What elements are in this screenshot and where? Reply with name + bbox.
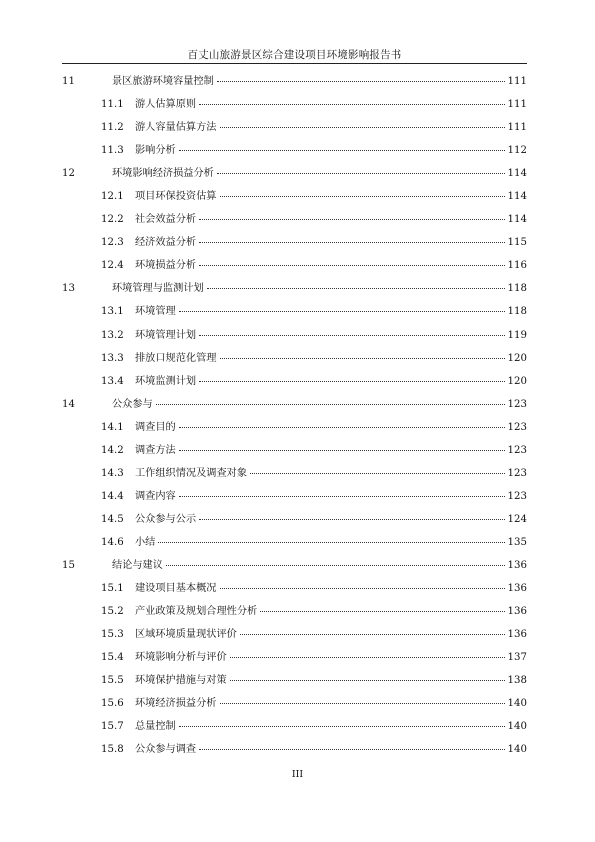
dot-leader xyxy=(217,173,505,174)
toc-section-entry[interactable] xyxy=(62,254,527,277)
toc-entry-number: 15.6 xyxy=(101,698,124,710)
toc-entry-title: 公众参与 xyxy=(112,398,153,410)
toc-section-entry[interactable] xyxy=(62,715,527,738)
toc-entry-page: 111 xyxy=(507,99,527,111)
toc-entry-number: 14.6 xyxy=(101,536,124,548)
toc-chapter-entry[interactable] xyxy=(62,277,527,300)
toc-section-entry[interactable] xyxy=(62,738,527,761)
toc-entry-title: 结论与建议 xyxy=(112,559,163,571)
dot-leader xyxy=(199,104,504,105)
toc-entry-page: 136 xyxy=(507,583,527,595)
toc-entry-title: 区域环境质量现状评价 xyxy=(135,629,237,641)
toc-entry-title: 产业政策及规划合理性分析 xyxy=(135,606,258,618)
toc-entry-number: 11 xyxy=(62,76,75,87)
toc-entry-number: 13.3 xyxy=(101,352,124,364)
toc-entry-number: 14.3 xyxy=(101,467,124,479)
toc-section-entry[interactable] xyxy=(62,208,527,231)
toc-section-entry[interactable] xyxy=(62,531,527,554)
toc-section-entry[interactable] xyxy=(62,669,527,692)
toc-section-entry[interactable] xyxy=(62,139,527,162)
toc-entry-number: 12.2 xyxy=(101,214,124,226)
toc-entry-page: 140 xyxy=(507,698,527,710)
running-header: 百丈山旅游景区综合建设项目环境影响报告书 xyxy=(187,49,402,61)
toc-section-entry[interactable] xyxy=(62,646,527,669)
toc-entry-page: 123 xyxy=(507,490,527,502)
header-divider xyxy=(62,63,527,64)
dot-leader xyxy=(240,634,505,635)
toc-entry-page: 119 xyxy=(507,329,527,341)
toc-entry-page: 120 xyxy=(507,352,527,364)
toc-entry-number: 14 xyxy=(62,398,75,410)
toc-entry-title: 游人估算原则 xyxy=(135,99,197,111)
toc-entry-title: 项目环保投资估算 xyxy=(135,191,217,203)
toc-entry-title: 景区旅游环境容量控制 xyxy=(112,76,214,87)
toc-chapter-entry[interactable] xyxy=(62,70,527,93)
toc-entry-page: 111 xyxy=(507,76,527,87)
toc-entry-number: 15.5 xyxy=(101,675,124,687)
dot-leader xyxy=(199,519,504,520)
toc-entry-page: 136 xyxy=(507,629,527,641)
toc-entry-number: 15.1 xyxy=(101,583,124,595)
toc-entry-page: 123 xyxy=(507,421,527,433)
dot-leader xyxy=(199,749,504,750)
toc-entry-number: 14.5 xyxy=(101,513,124,525)
toc-entry-page: 123 xyxy=(507,467,527,479)
toc-entry-title: 环境经济损益分析 xyxy=(135,698,217,710)
toc-entry-number: 15 xyxy=(62,559,75,571)
toc-entry-title: 环境影响分析与评价 xyxy=(135,652,227,664)
toc-entry-number: 15.4 xyxy=(101,652,124,664)
table-of-contents xyxy=(62,70,527,761)
dot-leader xyxy=(220,127,505,128)
dot-leader xyxy=(220,196,505,197)
toc-entry-title: 工作组织情况及调查对象 xyxy=(135,467,248,479)
toc-entry-number: 12.1 xyxy=(101,191,124,203)
toc-entry-page: 111 xyxy=(507,122,527,134)
toc-chapter-entry[interactable] xyxy=(62,162,527,185)
toc-entry-title: 游人容量估算方法 xyxy=(135,122,217,134)
toc-entry-title: 社会效益分析 xyxy=(135,214,197,226)
toc-section-entry[interactable] xyxy=(62,300,527,323)
toc-entry-page: 114 xyxy=(507,168,527,180)
toc-entry-page: 114 xyxy=(507,191,527,203)
toc-entry-page: 135 xyxy=(507,536,527,548)
dot-leader xyxy=(217,81,505,82)
toc-entry-number: 15.2 xyxy=(101,606,124,618)
dot-leader xyxy=(199,335,504,336)
toc-entry-title: 影响分析 xyxy=(135,145,176,157)
toc-entry-title: 环境管理计划 xyxy=(135,329,197,341)
toc-entry-title: 调查方法 xyxy=(135,444,176,456)
dot-leader xyxy=(230,657,505,658)
toc-entry-title: 小结 xyxy=(135,536,156,548)
dot-leader xyxy=(207,288,505,289)
toc-entry-page: 140 xyxy=(507,721,527,733)
toc-entry-number: 15.3 xyxy=(101,629,124,641)
toc-entry-title: 环境保护措施与对策 xyxy=(135,675,227,687)
toc-entry-page: 124 xyxy=(507,513,527,525)
dot-leader xyxy=(166,565,505,566)
toc-entry-number: 13.2 xyxy=(101,329,124,341)
toc-section-entry[interactable] xyxy=(62,577,527,600)
toc-section-entry[interactable] xyxy=(62,508,527,531)
dot-leader xyxy=(199,381,504,382)
toc-entry-number: 14.4 xyxy=(101,490,124,502)
toc-entry-title: 环境管理 xyxy=(135,306,176,318)
dot-leader xyxy=(220,358,505,359)
toc-entry-number: 15.7 xyxy=(101,721,124,733)
toc-chapter-entry[interactable] xyxy=(62,393,527,416)
dot-leader xyxy=(179,726,505,727)
toc-entry-title: 环境损益分析 xyxy=(135,260,197,272)
toc-entry-page: 118 xyxy=(507,306,527,318)
toc-entry-page: 136 xyxy=(507,559,527,571)
toc-section-entry[interactable] xyxy=(62,462,527,485)
dot-leader xyxy=(156,404,505,405)
toc-entry-number: 14.2 xyxy=(101,444,124,456)
dot-leader xyxy=(230,680,505,681)
toc-entry-number: 13 xyxy=(62,283,75,295)
dot-leader xyxy=(179,311,505,312)
toc-entry-page: 112 xyxy=(507,145,527,157)
toc-entry-page: 137 xyxy=(507,652,527,664)
dot-leader xyxy=(158,542,504,543)
page-number: III xyxy=(291,769,304,780)
toc-entry-title: 总量控制 xyxy=(135,721,176,733)
toc-entry-page: 140 xyxy=(507,744,527,756)
toc-entry-number: 12 xyxy=(62,168,75,180)
toc-section-entry[interactable] xyxy=(62,324,527,347)
dot-leader xyxy=(179,450,505,451)
toc-entry-page: 120 xyxy=(507,375,527,387)
toc-section-entry[interactable] xyxy=(62,347,527,370)
toc-entry-number: 11.2 xyxy=(101,122,124,134)
toc-section-entry[interactable] xyxy=(62,623,527,646)
dot-leader xyxy=(199,265,504,266)
dot-leader xyxy=(199,219,504,220)
toc-entry-title: 调查内容 xyxy=(135,490,176,502)
toc-section-entry[interactable] xyxy=(62,416,527,439)
toc-section-entry[interactable] xyxy=(62,116,527,139)
toc-entry-title: 经济效益分析 xyxy=(135,237,197,249)
toc-section-entry[interactable] xyxy=(62,439,527,462)
toc-section-entry[interactable] xyxy=(62,370,527,393)
toc-entry-page: 136 xyxy=(507,606,527,618)
toc-section-entry[interactable] xyxy=(62,185,527,208)
toc-entry-title: 环境影响经济损益分析 xyxy=(112,168,214,180)
toc-entry-page: 114 xyxy=(507,214,527,226)
toc-entry-number: 11.1 xyxy=(101,99,124,111)
toc-section-entry[interactable] xyxy=(62,231,527,254)
toc-entry-page: 115 xyxy=(507,237,527,249)
toc-section-entry[interactable] xyxy=(62,485,527,508)
toc-entry-title: 环境监测计划 xyxy=(135,375,197,387)
toc-entry-title: 公众参与调查 xyxy=(135,744,197,756)
toc-entry-page: 118 xyxy=(507,283,527,295)
toc-entry-page: 123 xyxy=(507,398,527,410)
dot-leader xyxy=(220,703,505,704)
dot-leader xyxy=(250,473,504,474)
toc-entry-title: 排放口规范化管理 xyxy=(135,352,217,364)
dot-leader xyxy=(199,242,504,243)
toc-entry-title: 环境管理与监测计划 xyxy=(112,283,204,295)
dot-leader xyxy=(179,427,505,428)
toc-entry-number: 11.3 xyxy=(101,145,124,157)
dot-leader xyxy=(220,588,505,589)
toc-entry-number: 13.1 xyxy=(101,306,124,318)
toc-entry-number: 14.1 xyxy=(101,421,124,433)
toc-entry-number: 13.4 xyxy=(101,375,124,387)
toc-entry-number: 12.3 xyxy=(101,237,124,249)
toc-entry-page: 116 xyxy=(507,260,527,272)
dot-leader xyxy=(260,611,504,612)
toc-entry-number: 12.4 xyxy=(101,260,124,272)
toc-chapter-entry[interactable] xyxy=(62,554,527,577)
toc-entry-title: 调查目的 xyxy=(135,421,176,433)
toc-entry-number: 15.8 xyxy=(101,744,124,756)
toc-section-entry[interactable] xyxy=(62,600,527,623)
toc-entry-title: 公众参与公示 xyxy=(135,513,197,525)
dot-leader xyxy=(179,496,505,497)
toc-entry-title: 建设项目基本概况 xyxy=(135,583,217,595)
dot-leader xyxy=(179,150,505,151)
toc-entry-page: 138 xyxy=(507,675,527,687)
toc-entry-page: 123 xyxy=(507,444,527,456)
toc-section-entry[interactable] xyxy=(62,692,527,715)
toc-section-entry[interactable] xyxy=(62,93,527,116)
